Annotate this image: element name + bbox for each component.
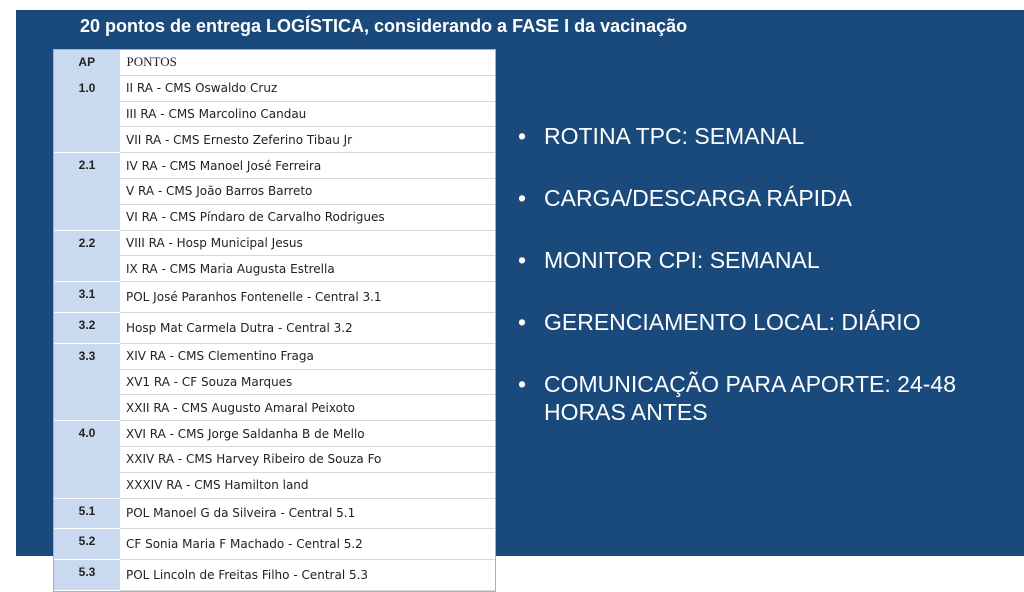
table-row — [54, 560, 495, 591]
ponto-cell: POL Manoel G da Silveira - Central 5.1 — [120, 498, 495, 529]
table-row — [54, 395, 495, 421]
table-row — [54, 178, 495, 204]
ponto-cell: XXII RA - CMS Augusto Amaral Peixoto — [120, 395, 495, 421]
ap-cell: 2.1 — [54, 153, 120, 230]
ap-cell: 2.2 — [54, 230, 120, 282]
ap-cell: 3.2 — [54, 312, 120, 343]
table-body — [54, 75, 495, 590]
slide-title: 20 pontos de entrega LOGÍSTICA, considerando a FASE I da vacinação — [80, 16, 688, 36]
ap-cell: 5.2 — [54, 529, 120, 560]
bullet-item: • ROTINA TPC: SEMANAL — [518, 122, 988, 150]
pontos-column-header: PONTOS — [120, 50, 495, 75]
ponto-cell: Hosp Mat Carmela Dutra - Central 3.2 — [120, 312, 495, 343]
ap-column-header: AP — [54, 50, 120, 75]
ap-cell: 3.3 — [54, 343, 120, 420]
bullet-item: • GERENCIAMENTO LOCAL: DIÁRIO — [518, 308, 988, 336]
table-row — [54, 446, 495, 472]
ponto-cell: XXIV RA - CMS Harvey Ribeiro de Souza Fo — [120, 446, 495, 472]
ponto-cell: III RA - CMS Marcolino Candau — [120, 101, 495, 127]
ponto-cell: VII RA - CMS Ernesto Zeferino Tibau Jr — [120, 127, 495, 153]
bullet-item: • MONITOR CPI: SEMANAL — [518, 246, 988, 274]
ponto-cell: VIII RA - Hosp Municipal Jesus — [120, 230, 495, 256]
ap-cell: 3.1 — [54, 282, 120, 313]
table-header-row — [54, 50, 495, 75]
ponto-cell: XV1 RA - CF Souza Marques — [120, 369, 495, 395]
ponto-cell: CF Sonia Maria F Machado - Central 5.2 — [120, 529, 495, 560]
ponto-cell: IV RA - CMS Manoel José Ferreira — [120, 153, 495, 179]
ponto-cell: V RA - CMS João Barros Barreto — [120, 178, 495, 204]
table-row — [54, 312, 495, 343]
ponto-cell: XXXIV RA - CMS Hamilton land — [120, 472, 495, 498]
delivery-points-table — [53, 49, 496, 592]
table-row — [54, 369, 495, 395]
table-row — [54, 230, 495, 256]
table-row — [54, 127, 495, 153]
ap-cell: 5.3 — [54, 560, 120, 591]
ap-cell: 4.0 — [54, 421, 120, 498]
ponto-cell: VI RA - CMS Píndaro de Carvalho Rodrigues — [120, 204, 495, 230]
ponto-cell: XVI RA - CMS Jorge Saldanha B de Mello — [120, 421, 495, 447]
ponto-cell: II RA - CMS Oswaldo Cruz — [120, 75, 495, 101]
table-row — [54, 101, 495, 127]
bullet-list — [518, 122, 988, 460]
ap-cell: 5.1 — [54, 498, 120, 529]
table-row — [54, 204, 495, 230]
table-row — [54, 343, 495, 369]
table-row — [54, 472, 495, 498]
table-row — [54, 498, 495, 529]
table-row — [54, 529, 495, 560]
table-row — [54, 282, 495, 313]
table-row — [54, 256, 495, 282]
table-row — [54, 75, 495, 101]
ponto-cell: XIV RA - CMS Clementino Fraga — [120, 343, 495, 369]
ap-cell: 1.0 — [54, 75, 120, 152]
bullet-item: • CARGA/DESCARGA RÁPIDA — [518, 184, 988, 212]
bullet-item: • COMUNICAÇÃO PARA APORTE: 24-48 HORAS ANTES — [518, 370, 988, 426]
table-row — [54, 421, 495, 447]
ponto-cell: IX RA - CMS Maria Augusta Estrella — [120, 256, 495, 282]
table-row — [54, 153, 495, 179]
ponto-cell: POL Lincoln de Freitas Filho - Central 5.3 — [120, 560, 495, 591]
ponto-cell: POL José Paranhos Fontenelle - Central 3.1 — [120, 282, 495, 313]
